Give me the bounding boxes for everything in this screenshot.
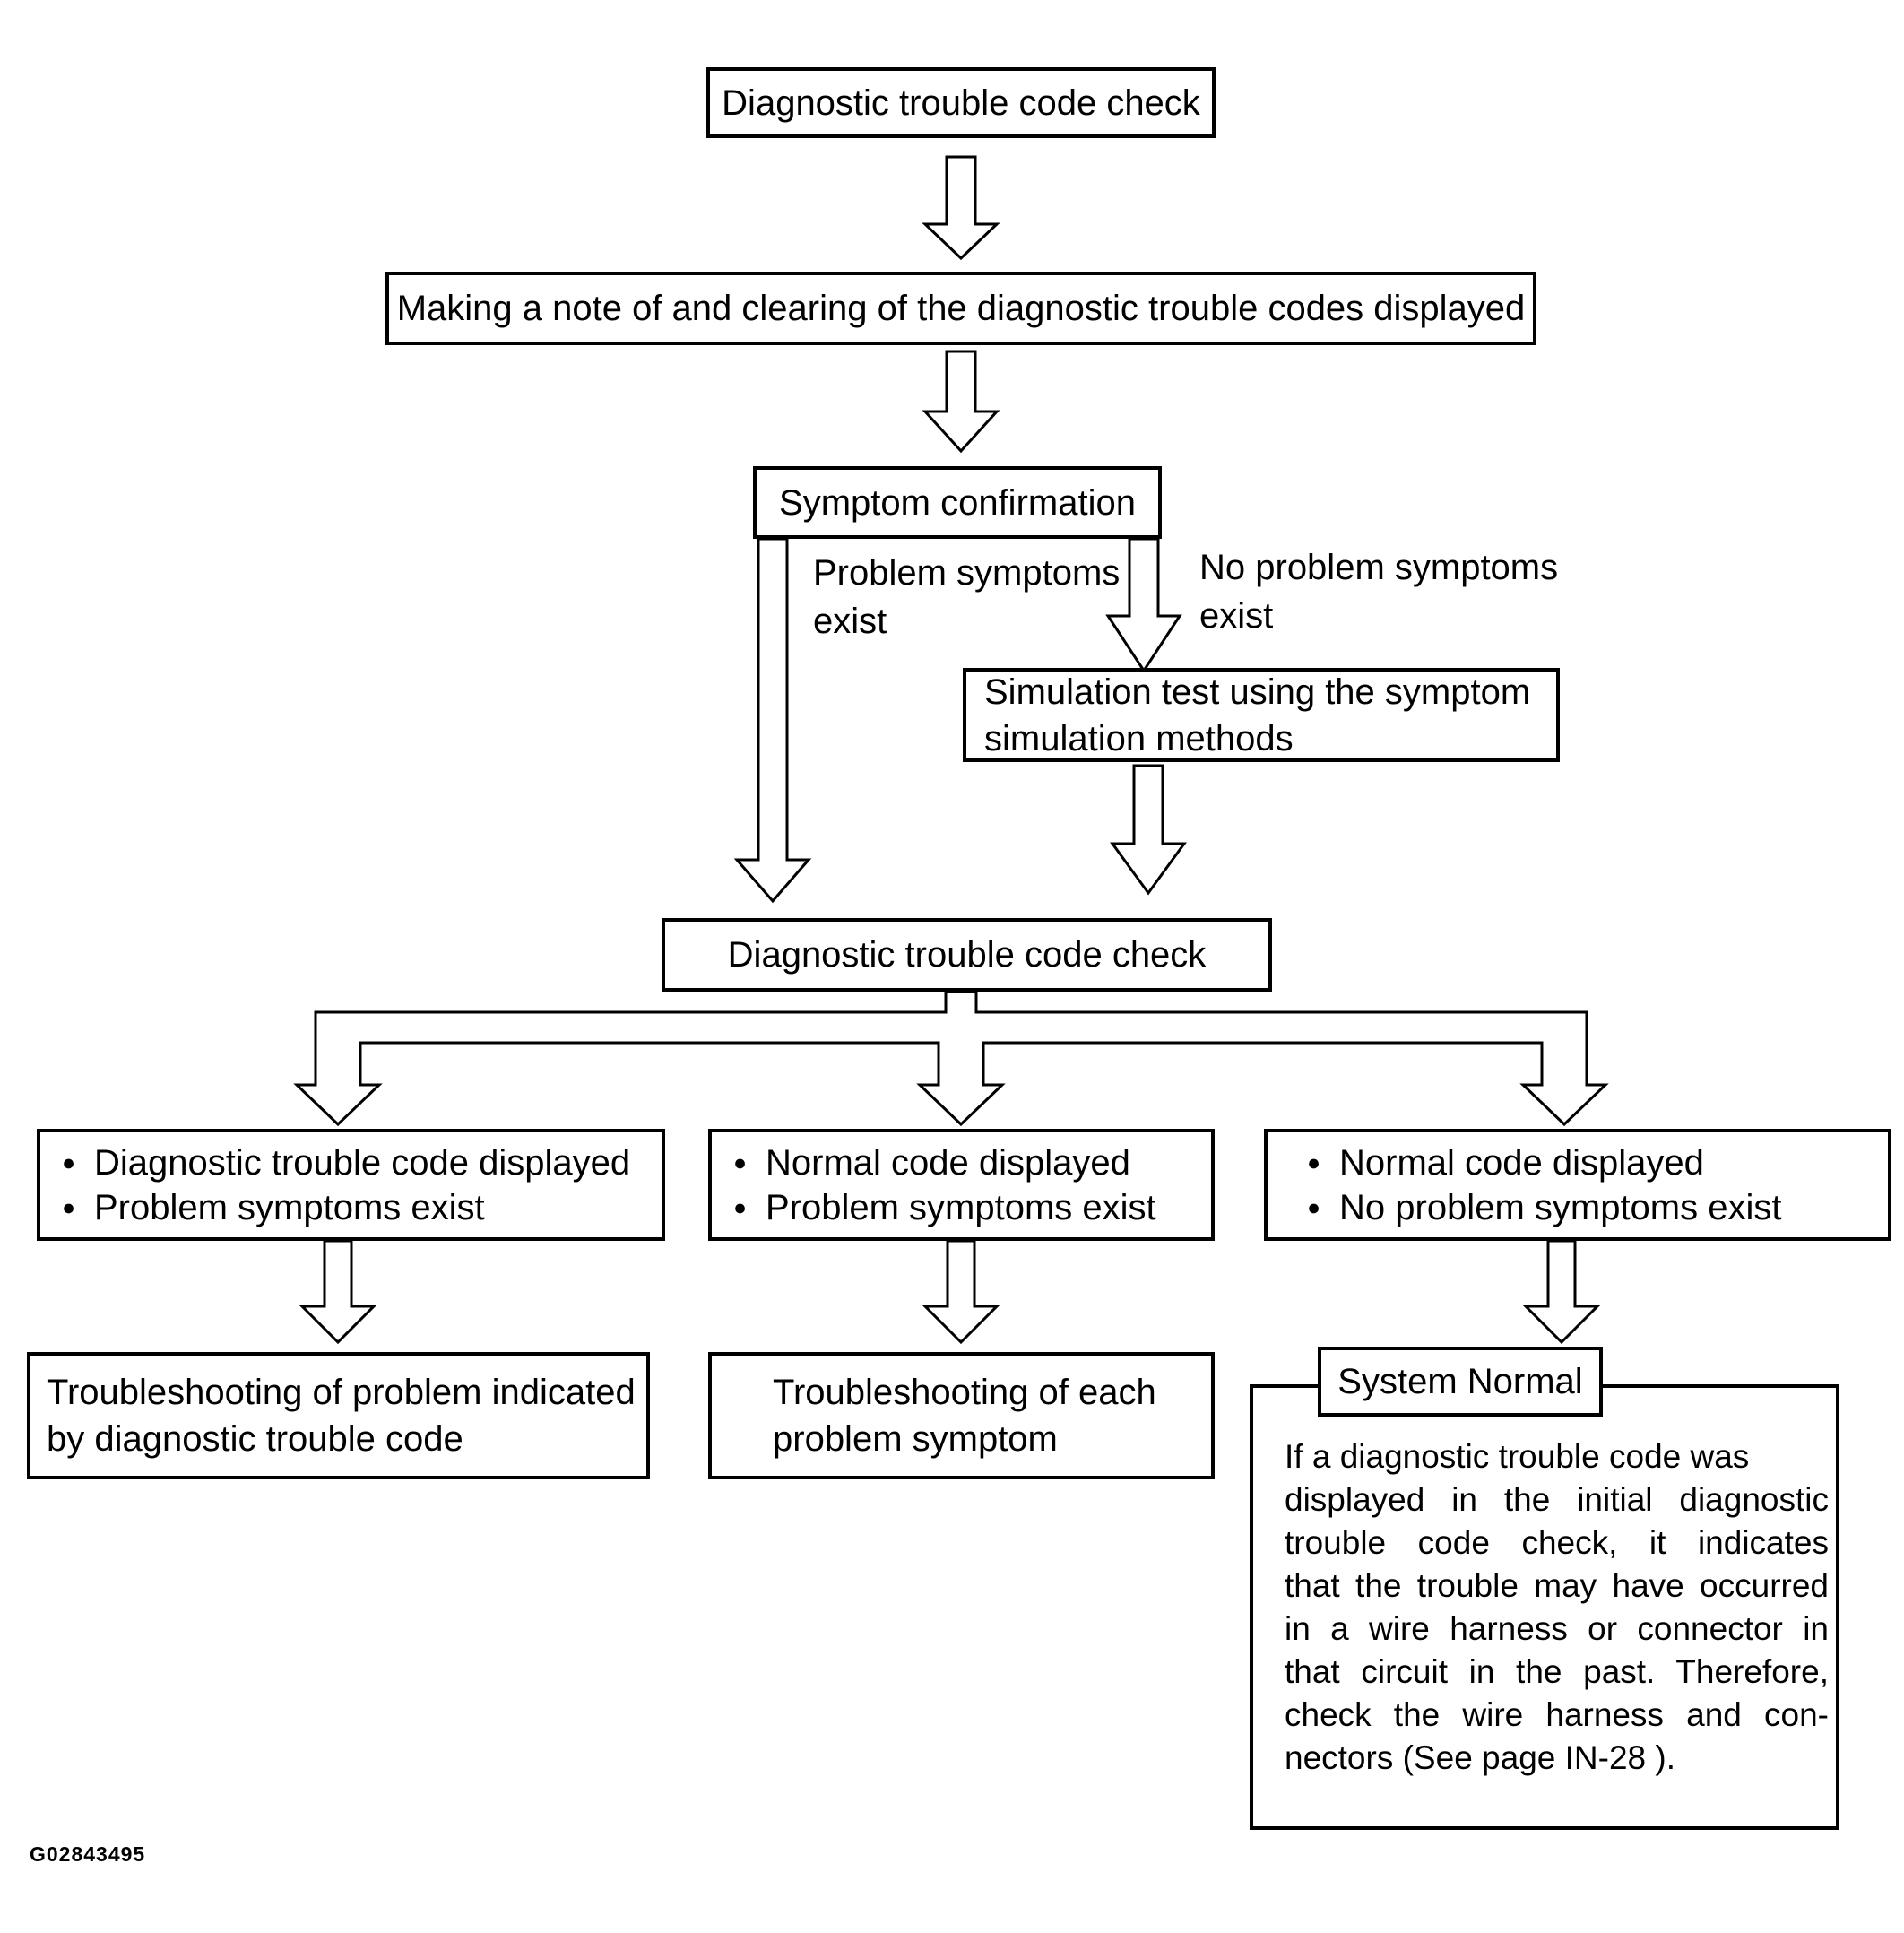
node-label: Diagnostic trouble code check [727,935,1207,975]
text-line: displayed in the initial diagnostic [1285,1481,1829,1518]
node-outcome-normal-code-problem-exists [708,1129,1215,1241]
node-note-and-clear-codes [385,272,1536,345]
text-line: by diagnostic trouble code [47,1419,463,1459]
arrow-down-2 [925,351,997,451]
system-normal-paragraph [1285,1435,1829,1780]
bullet-text: Normal code displayed [766,1142,1130,1183]
arrow-outcome-right-down [1526,1241,1597,1342]
node-system-normal-description [1250,1384,1839,1830]
bullet-text: Normal code displayed [1339,1142,1704,1183]
arrow-problem-symptoms-long [737,539,809,901]
bullet-item [62,1140,662,1185]
bullet-item [1307,1185,1888,1230]
text-line: that the trouble may have occurred [1285,1567,1829,1604]
bullet-dot-icon: ● [62,1149,76,1175]
text-line: No problem symptoms [1199,548,1559,587]
bullet-text: Problem symptoms exist [94,1187,485,1227]
figure-code: G02843495 [30,1842,146,1866]
bullet-dot-icon: ● [1307,1149,1321,1175]
bullet-text: Problem symptoms exist [766,1187,1156,1227]
text-line: exist [813,602,887,641]
arrow-simulation-down [1112,766,1184,893]
label-problem-symptoms-exist [813,549,1120,646]
node-troubleshooting-by-dtc [27,1352,650,1479]
bullet-item [1307,1140,1888,1185]
node-system-normal-title [1318,1347,1603,1417]
node-outcome-dtc-displayed-problem-exists [37,1129,665,1241]
text-line: exist [1199,596,1274,636]
node-symptom-confirmation [753,466,1162,539]
bullet-item [62,1185,662,1230]
bullet-dot-icon: ● [733,1149,748,1175]
text-line: in a wire harness or connector in [1285,1610,1829,1647]
node-label: System Normal [1337,1361,1583,1401]
bullet-text: No problem symptoms exist [1339,1187,1782,1227]
label-no-problem-symptoms-exist [1199,543,1558,640]
bullet-item [733,1185,1211,1230]
text-line: Troubleshooting of problem indicated [47,1373,636,1412]
node-label: Symptom confirmation [779,482,1136,523]
node-troubleshooting-each-symptom [708,1352,1215,1479]
node-diagnostic-trouble-code-check-1 [706,67,1216,138]
text-line: Simulation test using the symptom [984,672,1531,712]
text-line: that circuit in the past. Therefore, [1285,1653,1829,1690]
bullet-dot-icon: ● [1307,1194,1321,1220]
bullet-dot-icon: ● [62,1194,76,1220]
text-line: trouble code check, it indicates [1285,1524,1829,1561]
text-line: If a diagnostic trouble code was [1285,1438,1750,1475]
text-line: check the wire harness and con- [1285,1696,1829,1733]
bullet-item [733,1140,1211,1185]
branch-three-way [297,992,1605,1124]
text-line: Problem symptoms [813,553,1121,593]
node-diagnostic-trouble-code-check-2 [662,918,1272,992]
node-outcome-normal-code-no-problem [1264,1129,1891,1241]
text-line: Troubleshooting of each [773,1373,1156,1412]
arrow-down-1 [925,157,997,258]
arrow-outcome-middle-down [925,1241,997,1342]
node-label: Making a note of and clearing of the diagnostic trouble codes displayed [396,289,1526,328]
arrow-outcome-left-down [302,1241,374,1342]
text-line: problem symptom [773,1419,1058,1459]
bullet-dot-icon: ● [733,1194,748,1220]
text-line: simulation methods [984,718,1294,758]
text-line: nectors (See page IN-28 ). [1285,1739,1675,1776]
bullet-text: Diagnostic trouble code displayed [94,1142,631,1183]
node-label: Diagnostic trouble code check [722,82,1200,123]
node-simulation-test [963,668,1560,762]
